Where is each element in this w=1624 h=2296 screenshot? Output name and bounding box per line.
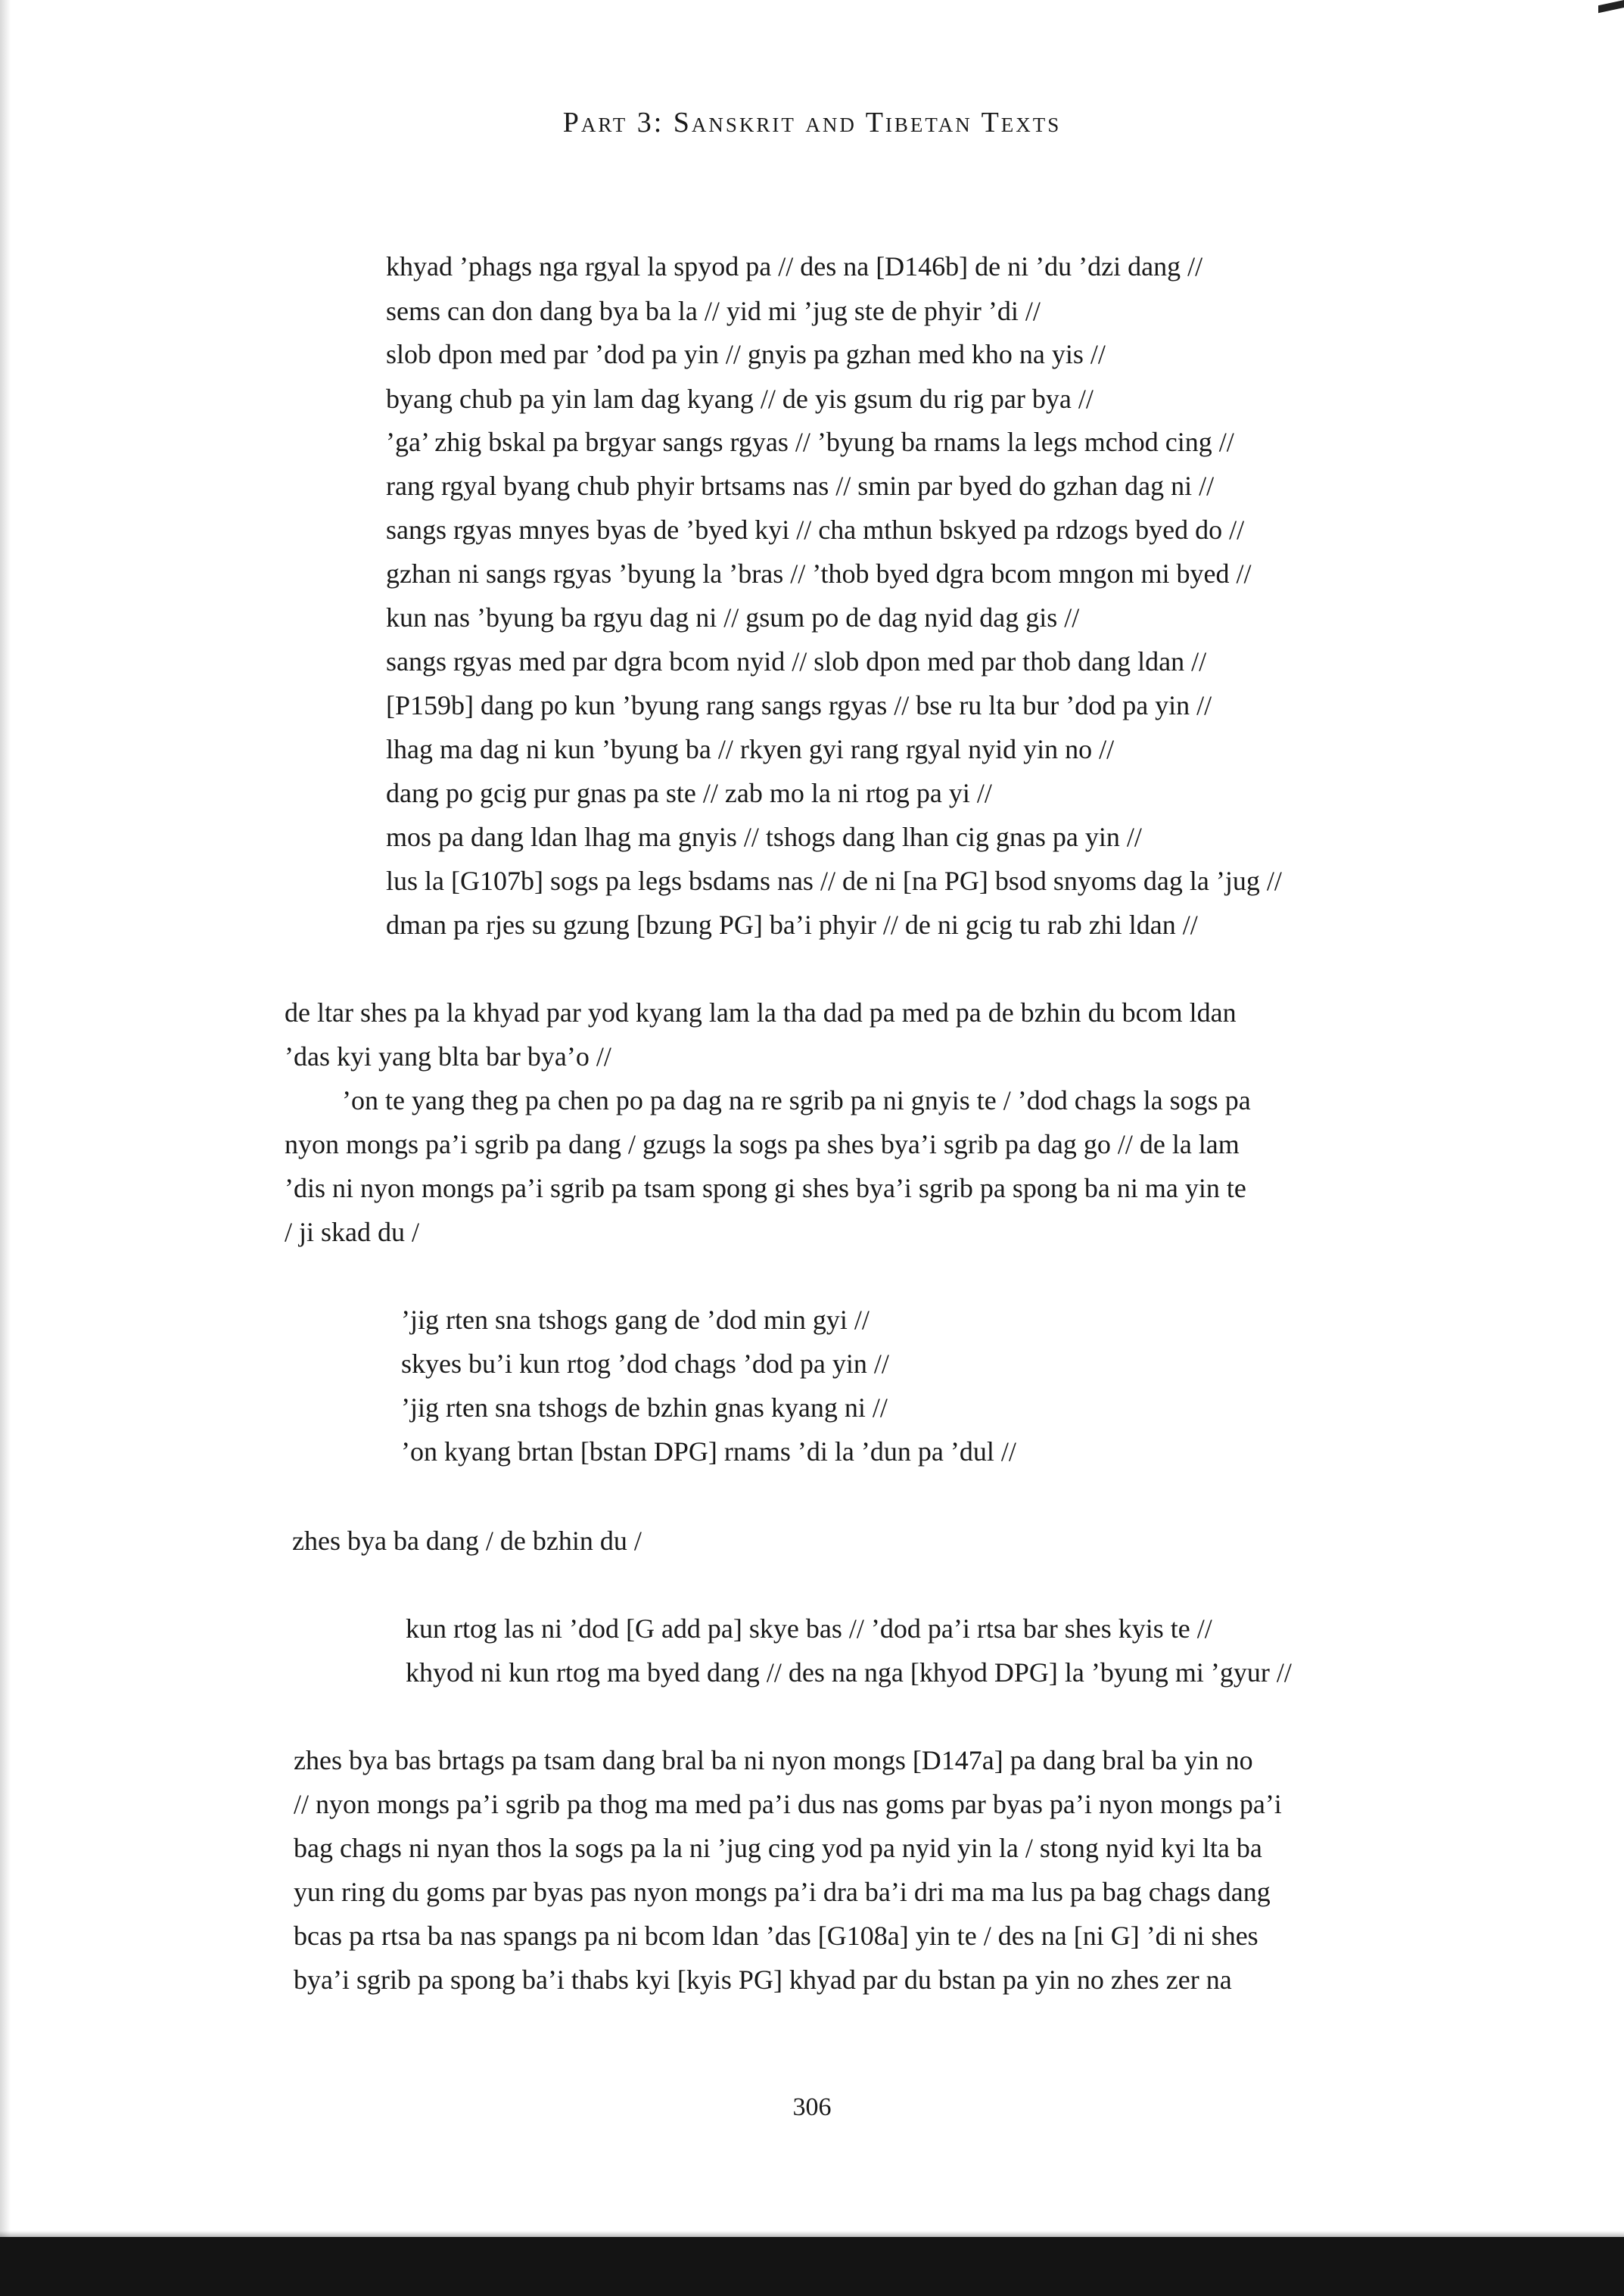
paragraph-line: / ji skad du /	[285, 1217, 419, 1247]
verse-line: lhag ma dag ni kun ’byung ba // rkyen gyi rang rgyal nyid yin no //	[386, 734, 1115, 764]
verse-line: sangs rgyas mnyes byas de ’byed kyi // cha mthun bskyed pa rdzogs byed do //	[386, 515, 1245, 545]
paragraph-line: zhes bya bas brtags pa tsam dang bral ba ni nyon mongs [D147a] pa dang bral ba yin no	[294, 1745, 1253, 1775]
verse-line: gzhan ni sangs rgyas ’byung la ’bras // ’thob byed dgra bcom mngon mi byed //	[386, 558, 1252, 589]
running-head: Part 3: Sanskrit and Tibetan Texts	[562, 107, 1062, 138]
paragraph-line: ’dis ni nyon mongs pa’i sgrib pa tsam spong gi shes bya’i sgrib pa spong ba ni ma yin te	[285, 1173, 1246, 1203]
paragraph-3: zhes bya ba dang / de bzhin du /	[292, 1526, 642, 1556]
paragraph-line: ’das kyi yang blta bar bya’o //	[285, 1041, 611, 1072]
verse-line: khyad ’phags nga rgyal la spyod pa // des na [D146b] de ni ’du ’dzi dang //	[386, 251, 1203, 282]
paragraph-line: de ltar shes pa la khyad par yod kyang lam la tha dad pa med pa de bzhin du bcom ldan	[285, 997, 1237, 1028]
paragraph-line: nyon mongs pa’i sgrib pa dang / gzugs la sogs pa shes bya’i sgrib pa dag go // de la lam	[285, 1129, 1240, 1159]
verse-line: ’jig rten sna tshogs de bzhin gnas kyang ni //	[401, 1392, 888, 1423]
verse-line: ’ga’ zhig bskal pa brgyar sangs rgyas // ’byung ba rnams la legs mchod cing //	[386, 427, 1234, 457]
verse-line: slob dpon med par ’dod pa yin // gnyis pa gzhan med kho na yis //	[386, 339, 1106, 369]
verse-line: rang rgyal byang chub phyir brtsams nas // smin par byed do gzhan dag ni //	[386, 471, 1215, 501]
verse-line: khyod ni kun rtog ma byed dang // des na nga [khyod DPG] la ’byung mi ’gyur //	[406, 1657, 1292, 1688]
verse-line: skyes bu’i kun rtog ’dod chags ’dod pa yin //	[401, 1349, 889, 1379]
verse-line: [P159b] dang po kun ’byung rang sangs rgyas // bse ru lta bur ’dod pa yin //	[386, 690, 1212, 720]
verse-line: mos pa dang ldan lhag ma gnyis // tshogs dang lhan cig gnas pa yin //	[386, 822, 1142, 852]
page-number: 306	[792, 2093, 832, 2121]
verse-line: lus la [G107b] sogs pa legs bsdams nas // de ni [na PG] bsod snyoms dag la ’jug //	[386, 866, 1282, 896]
verse-line: dman pa rjes su gzung [bzung PG] ba’i phyir // de ni gcig tu rab zhi ldan //	[386, 910, 1198, 940]
paragraph-line: bag chags ni nyan thos la sogs pa la ni ’jug cing yod pa nyid yin la / stong nyid kyi lta ba	[294, 1833, 1262, 1863]
verse-line: sems can don dang bya ba la // yid mi ’jug ste de phyir ’di //	[386, 296, 1041, 326]
verse-line: ’jig rten sna tshogs gang de ’dod min gyi //	[401, 1305, 870, 1335]
verse-line: ’on kyang brtan [bstan DPG] rnams ’di la ’dun pa ’dul //	[401, 1436, 1016, 1467]
paragraph-line: bya’i sgrib pa spong ba’i thabs kyi [kyis PG] khyad par du bstan pa yin no zhes zer na	[294, 1965, 1232, 1995]
paragraph-line: yun ring du goms par byas pas nyon mongs pa’i dra ba’i dri ma ma lus pa bag chags dang	[294, 1877, 1271, 1907]
verse-line: dang po gcig pur gnas pa ste // zab mo la ni rtog pa yi //	[386, 778, 992, 808]
paragraph-line: // nyon mongs pa’i sgrib pa thog ma med pa’i dus nas goms par byas pa’i nyon mongs pa’i	[294, 1789, 1282, 1819]
verse-line: kun rtog las ni ’dod [G add pa] skye bas // ’dod pa’i rtsa bar shes kyis te //	[406, 1613, 1212, 1644]
verse-line: kun nas ’byung ba rgyu dag ni // gsum po de dag nyid dag gis //	[386, 602, 1080, 633]
verse-line: sangs rgyas med par dgra bcom nyid // slob dpon med par thob dang ldan //	[386, 646, 1207, 677]
page-binding-shadow	[0, 0, 11, 2240]
paragraph-line: bcas pa rtsa ba nas spangs pa ni bcom ldan ’das [G108a] yin te / des na [ni G] ’di ni shes	[294, 1921, 1258, 1951]
scan-bottom-edge	[0, 2237, 1624, 2296]
scan-corner-mark	[1598, 0, 1624, 13]
paragraph-line: ’on te yang theg pa chen po pa dag na re sgrib pa ni gnyis te / ’dod chags la sogs pa	[342, 1085, 1251, 1115]
verse-line: byang chub pa yin lam dag kyang // de yis gsum du rig par bya //	[386, 384, 1094, 414]
